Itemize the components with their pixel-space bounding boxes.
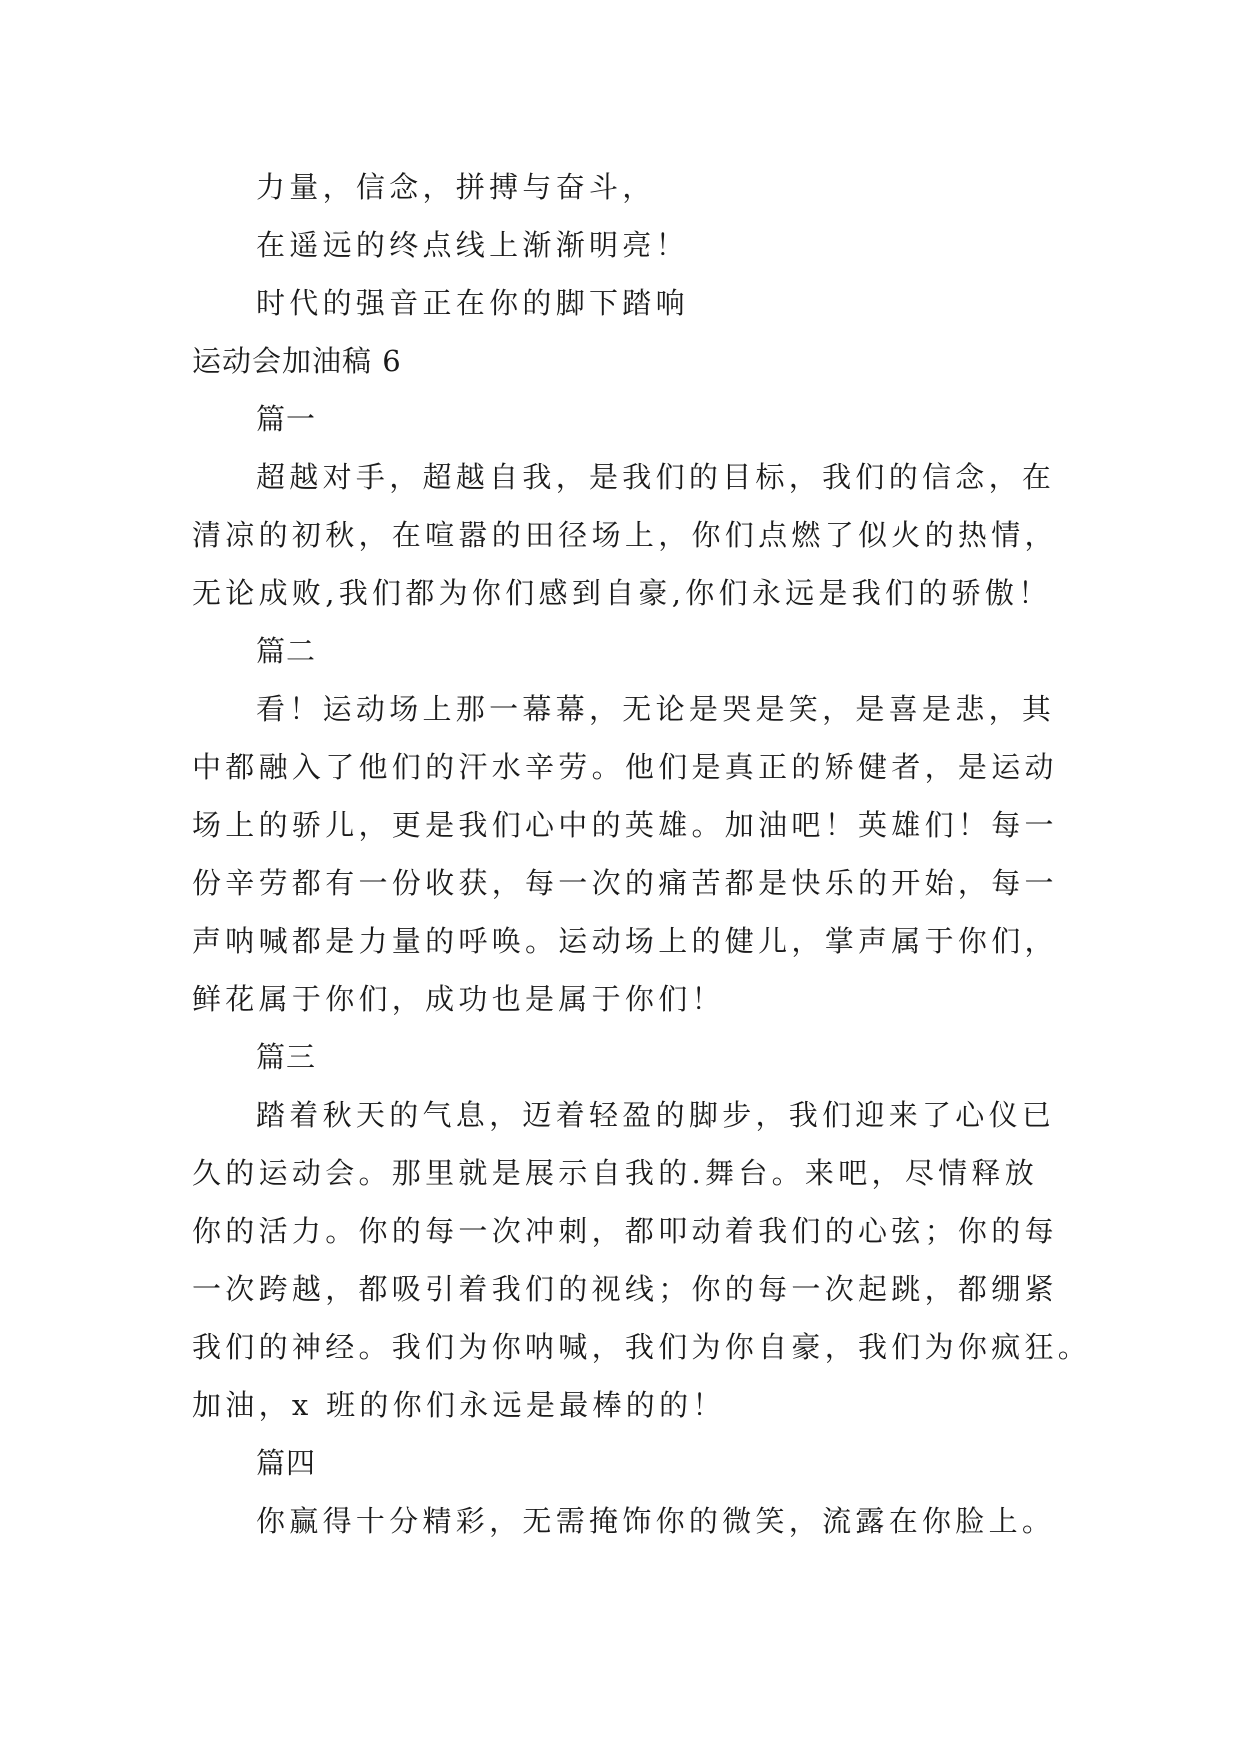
subsection-title: 篇一 bbox=[256, 402, 317, 436]
text-line: 久的运动会。那里就是展示自我的.舞台。来吧，尽情释放 bbox=[192, 1156, 1039, 1190]
text-line: 声呐喊都是力量的呼唤。运动场上的健儿，掌声属于你们， bbox=[192, 924, 1058, 958]
text-line: 场上的骄儿，更是我们心中的英雄。加油吧！英雄们！每一 bbox=[192, 808, 1058, 842]
text-line: 我们的神经。我们为你呐喊，我们为你自豪，我们为你疯狂。 bbox=[192, 1330, 1092, 1364]
text-line: 踏着秋天的气息，迈着轻盈的脚步，我们迎来了心仪已 bbox=[256, 1098, 1056, 1132]
text-line: 你的活力。你的每一次冲刺，都叩动着我们的心弦；你的每 bbox=[192, 1214, 1058, 1248]
text-line: 一次跨越，都吸引着我们的视线；你的每一次起跳，都绷紧 bbox=[192, 1272, 1058, 1306]
text-line: 无论成败,我们都为你们感到自豪,你们永远是我们的骄傲！ bbox=[192, 576, 1052, 610]
text-line: 力量，信念，拼搏与奋斗， bbox=[256, 170, 656, 204]
text-line: 加油，x 班的你们永远是最棒的的！ bbox=[192, 1388, 726, 1422]
text-line: 鲜花属于你们，成功也是属于你们！ bbox=[192, 982, 725, 1016]
subsection-title: 篇四 bbox=[256, 1446, 317, 1480]
text-line: 时代的强音正在你的脚下踏响 bbox=[256, 286, 689, 320]
text-line: 份辛劳都有一份收获，每一次的痛苦都是快乐的开始，每一 bbox=[192, 866, 1058, 900]
text-line: 在遥远的终点线上渐渐明亮！ bbox=[256, 228, 689, 262]
subsection-title: 篇二 bbox=[256, 634, 317, 668]
text-line: 清凉的初秋，在喧嚣的田径场上，你们点燃了似火的热情， bbox=[192, 518, 1058, 552]
section-title: 运动会加油稿 6 bbox=[192, 344, 402, 378]
subsection-title: 篇三 bbox=[256, 1040, 317, 1074]
text-line: 你赢得十分精彩，无需掩饰你的微笑，流露在你脸上。 bbox=[256, 1504, 1056, 1538]
text-line: 超越对手，超越自我，是我们的目标，我们的信念，在 bbox=[256, 460, 1056, 494]
text-line: 中都融入了他们的汗水辛劳。他们是真正的矫健者，是运动 bbox=[192, 750, 1058, 784]
text-line: 看！运动场上那一幕幕，无论是哭是笑，是喜是悲，其 bbox=[256, 692, 1056, 726]
